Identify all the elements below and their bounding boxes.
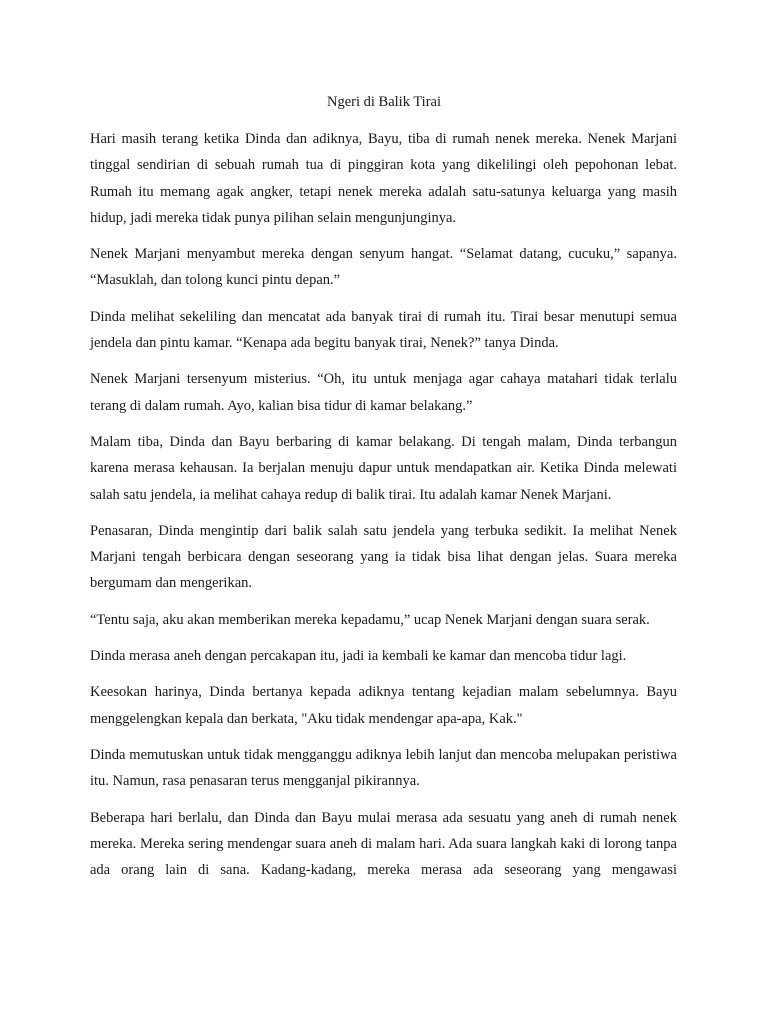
document-body bbox=[90, 126, 677, 893]
paragraph-9: Keesokan harinya, Dinda bertanya kepada adiknya tentang kejadian malam sebelumnya. Bayu menggelengkan kepala dan berkata, "Aku tidak mendengar apa-apa, Kak." bbox=[90, 684, 677, 727]
paragraph-5: Malam tiba, Dinda dan Bayu berbaring di kamar belakang. Di tengah malam, Dinda terbangun karena merasa kehausan. Ia berjalan menuju dapur untuk mendapatkan air. Ketika Dinda melewati salah satu jendela, ia melihat cahaya redup di balik tirai. Itu adalah kamar Nenek Marjani. bbox=[90, 433, 677, 503]
paragraph-3: Dinda melihat sekeliling dan mencatat ada banyak tirai di rumah itu. Tirai besar menutupi semua jendela dan pintu kamar. “Kenapa ada begitu banyak tirai, Nenek?” tanya Dinda. bbox=[90, 308, 677, 352]
paragraph-2: Nenek Marjani menyambut mereka dengan senyum hangat. “Selamat datang, cucuku,” sapanya. “Masuklah, dan tolong kunci pintu depan.” bbox=[90, 246, 677, 289]
document-title: Ngeri di Balik Tirai bbox=[327, 94, 441, 110]
paragraph-1: Hari masih terang ketika Dinda dan adiknya, Bayu, tiba di rumah nenek mereka. Nenek Marjani tinggal sendirian di sebuah rumah tua di pinggiran kota yang dikelilingi oleh pepohonan lebat. Rumah itu memang agak angker, tetapi nenek mereka adalah satu-satunya keluarga yang masih hidup, jadi mereka tidak punya pilihan selain mengunjunginya. bbox=[90, 131, 677, 226]
paragraph-8: Dinda merasa aneh dengan percakapan itu, jadi ia kembali ke kamar dan mencoba tidur lagi. bbox=[90, 648, 627, 665]
paragraph-11: Beberapa hari berlalu, dan Dinda dan Bayu mulai merasa ada sesuatu yang aneh di rumah nenek mereka. Mereka sering mendengar suara aneh di malam hari. Ada suara langkah kaki di lorong tanpa ada orang lain di sana. Kadang-kadang, mereka merasa ada seseorang yang mengawasi bbox=[90, 809, 677, 879]
paragraph-6: Penasaran, Dinda mengintip dari balik salah satu jendela yang terbuka sedikit. Ia melihat Nenek Marjani tengah berbicara dengan seseorang yang ia tidak bisa lihat dengan jelas. Suara mereka bergumam dan mengerikan. bbox=[90, 522, 677, 592]
paragraph-4: Nenek Marjani tersenyum misterius. “Oh, itu untuk menjaga agar cahaya matahari tidak terlalu terang di dalam rumah. Ayo, kalian bisa tidur di kamar belakang.” bbox=[90, 371, 677, 414]
paragraph-7: “Tentu saja, aku akan memberikan mereka kepadamu,” ucap Nenek Marjani dengan suara serak. bbox=[90, 611, 650, 628]
paragraph-10: Dinda memutuskan untuk tidak mengganggu adiknya lebih lanjut dan mencoba melupakan peristiwa itu. Namun, rasa penasaran terus mengganjal pikirannya. bbox=[90, 746, 677, 790]
